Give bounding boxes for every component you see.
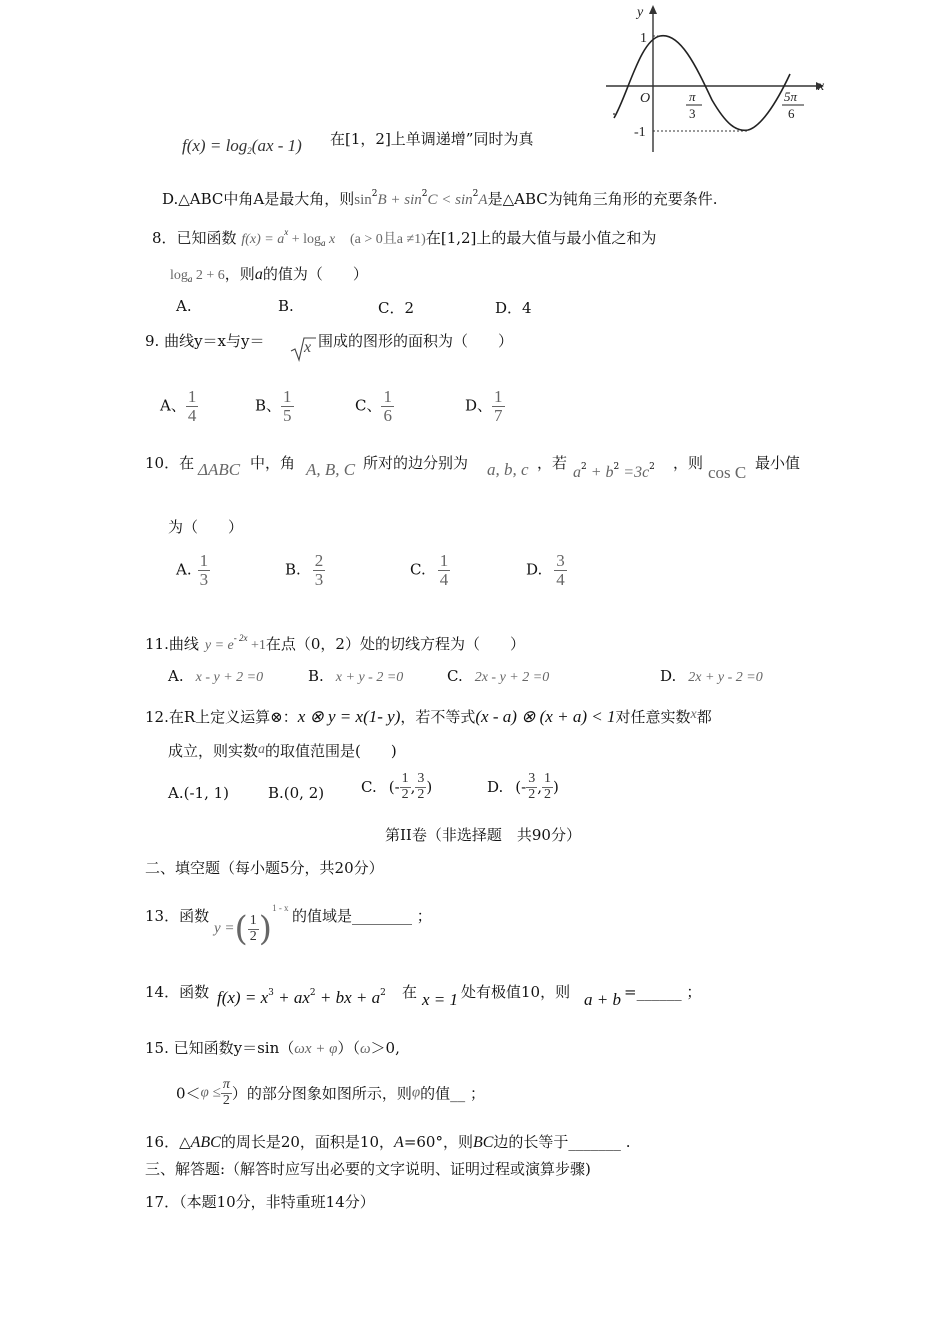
q7-d-suffix: 是△ABC为钝角三角形的充要条件. bbox=[487, 190, 718, 208]
denominator: 2 bbox=[543, 786, 551, 802]
q12-t1: ，若不等式 bbox=[400, 708, 476, 726]
denominator: 2 bbox=[249, 928, 257, 944]
q11-lead: 11.曲线 bbox=[145, 635, 199, 653]
section3-heading: 三、解答题:（解答时应写出必要的文字说明、证明过程或演算步骤) bbox=[145, 1160, 591, 1178]
y-axis-arrow-icon bbox=[649, 5, 657, 14]
q12-opt-c-label: C. bbox=[361, 778, 377, 797]
denominator: 4 bbox=[187, 405, 197, 425]
q7-d-sup1: 2 bbox=[371, 189, 378, 199]
numerator: 1 bbox=[439, 551, 449, 570]
q12-t2: 对任意实数 bbox=[615, 708, 691, 726]
q10-t3: ，若 bbox=[537, 454, 568, 472]
q14-sup3: 3 bbox=[268, 988, 274, 998]
q8-lead: 8．已知函数 bbox=[152, 229, 237, 247]
q7-d-sup2: 2 bbox=[421, 189, 428, 199]
q14-lead: 14．函数 bbox=[145, 983, 210, 1001]
y-min-label: -1 bbox=[634, 125, 646, 140]
q12-line2b: 的取值范围是( ) bbox=[265, 742, 397, 760]
q16-bc: BC bbox=[472, 1134, 494, 1151]
q15-l2c: 的值__ ； bbox=[420, 1084, 485, 1103]
numerator: 1 bbox=[187, 387, 197, 406]
fraction bbox=[221, 1078, 232, 1108]
q8-math1: f(x) = a bbox=[241, 232, 285, 247]
fraction bbox=[542, 772, 553, 802]
q9-line bbox=[145, 330, 265, 351]
tick-pi3-num: π bbox=[689, 89, 696, 104]
q8-math2-sub: a bbox=[321, 238, 326, 248]
q15-lead: 15. 已知函数y＝sin（ bbox=[145, 1039, 295, 1057]
q11-option-d[interactable] bbox=[660, 667, 763, 686]
fraction bbox=[186, 388, 199, 425]
q8-line1 bbox=[152, 227, 656, 248]
q11-opt-c-label: C. bbox=[447, 667, 463, 685]
q12-opt-d-label: D. bbox=[487, 778, 504, 797]
q10-opt-b-label: B. bbox=[285, 560, 301, 579]
q14-sup2b: 2 bbox=[380, 988, 386, 998]
q14-fx1: f(x) = x bbox=[217, 988, 269, 1007]
fraction bbox=[198, 552, 211, 589]
q11-opt-d-label: D. bbox=[660, 667, 677, 685]
q9-opt-a-label: A、 bbox=[160, 396, 186, 415]
q12-def: x ⊗ y = x(1- y) bbox=[297, 707, 401, 726]
fraction bbox=[554, 552, 567, 589]
tick-5pi6-den: 6 bbox=[788, 106, 795, 121]
numerator: 3 bbox=[556, 551, 565, 570]
numerator: 1 bbox=[543, 771, 551, 786]
q12-t3: 都 bbox=[696, 708, 712, 726]
q16-line bbox=[145, 1131, 630, 1152]
denominator: 5 bbox=[283, 405, 292, 425]
q8-math1-sup: x bbox=[284, 227, 289, 237]
q7-option-d bbox=[162, 188, 718, 209]
denominator: 3 bbox=[314, 569, 324, 589]
q8-l2-tail: 的值为（ ） bbox=[262, 265, 368, 283]
q14-t2: 处有极值10，则 bbox=[461, 983, 571, 1001]
q10-sides: a, b, c bbox=[487, 460, 529, 479]
q13-formula bbox=[214, 903, 289, 949]
denominator: 7 bbox=[494, 405, 503, 425]
q15-w: ω bbox=[359, 1041, 371, 1057]
q7-d-prefix: D.△ABC中角A是最大角，则 bbox=[162, 190, 355, 208]
q9-option-d[interactable] bbox=[465, 388, 505, 425]
q16-text1: 16．△ bbox=[145, 1133, 191, 1151]
q11-option-a[interactable] bbox=[168, 667, 263, 686]
fraction bbox=[313, 552, 326, 589]
q9-opt-c-label: C、 bbox=[355, 396, 382, 415]
q7-fx-arg: (ax - 1) bbox=[251, 136, 302, 155]
q8-option-a[interactable]: A. bbox=[176, 297, 192, 315]
q12-lead: 12.在R上定义运算⊗： bbox=[145, 708, 298, 726]
q13-tail: 的值域是________ ； bbox=[292, 907, 432, 925]
q9-opt-b-label: B、 bbox=[255, 396, 282, 415]
section2-heading: 二、填空题（每小题5分，共20分） bbox=[145, 859, 384, 877]
q10-option-b[interactable] bbox=[285, 552, 325, 589]
fraction bbox=[415, 772, 426, 802]
q10-option-c[interactable] bbox=[410, 552, 450, 589]
q12-x: x bbox=[690, 707, 697, 722]
q13-sup: 1 - x bbox=[272, 903, 289, 913]
q14-fx bbox=[217, 988, 386, 1008]
section2-title: 第II卷（非选择题 共90分） bbox=[385, 826, 581, 844]
q10-eq-sup1: 2 bbox=[581, 462, 587, 472]
q9-option-b[interactable] bbox=[255, 388, 294, 425]
numerator: 2 bbox=[314, 551, 324, 570]
q10-opt-d-label: D. bbox=[526, 560, 543, 579]
q13-y: y = bbox=[214, 920, 235, 937]
q15-line2 bbox=[176, 1078, 485, 1108]
q16-a: A bbox=[394, 1134, 404, 1151]
q8-l2-math2: 2 + 6 bbox=[192, 268, 225, 283]
denominator: 3 bbox=[199, 569, 209, 589]
q10-eq-sup2: 2 bbox=[613, 462, 620, 472]
q12-option-d[interactable] bbox=[487, 772, 559, 802]
q11-opt-c-eq: 2x - y + 2 =0 bbox=[474, 670, 550, 685]
q13-lead: 13．函数 bbox=[145, 907, 210, 925]
q12-opt-d-sep: , bbox=[537, 778, 542, 797]
q14-fx2: + ax bbox=[273, 988, 310, 1007]
q11-tail: 在点（0，2）处的切线方程为（ ） bbox=[265, 635, 525, 653]
x-axis-label: x bbox=[818, 79, 825, 94]
q16-text2: 的周长是20，面积是10， bbox=[220, 1133, 395, 1151]
q8-l2-math: log bbox=[170, 268, 188, 283]
origin-label: O bbox=[640, 91, 651, 106]
q7-d-math3: C < sin bbox=[427, 192, 473, 208]
q11-opt-d-eq: 2x + y - 2 =0 bbox=[688, 670, 763, 685]
denominator: 2 bbox=[417, 786, 425, 802]
q7-line bbox=[182, 136, 302, 156]
q10-cos: cos C bbox=[708, 463, 747, 482]
q9-option-a[interactable] bbox=[160, 388, 198, 425]
numerator: 1 bbox=[401, 771, 409, 786]
q12-opt-d-open: (- bbox=[515, 778, 527, 797]
q14-x1: x = 1 bbox=[422, 990, 459, 1009]
q15-t2: ＞0, bbox=[370, 1039, 400, 1057]
q10-abc: A, B, C bbox=[306, 460, 356, 479]
q11-option-b[interactable] bbox=[308, 667, 403, 686]
q11-curve2: +1 bbox=[247, 638, 266, 653]
q8-l2-sub: a bbox=[187, 274, 193, 284]
denominator: 2 bbox=[528, 786, 536, 802]
fraction bbox=[438, 552, 451, 589]
q10-t4: ，则 bbox=[673, 454, 704, 472]
y-max-label: 1 bbox=[640, 31, 647, 46]
q8-tail: 在[1,2]上的最大值与最小值之和为 bbox=[425, 229, 657, 247]
tick-5pi6-num: 5π bbox=[784, 89, 798, 104]
q14-fx3: + bx + a bbox=[315, 988, 381, 1007]
q12-opt-c-sep: , bbox=[410, 778, 416, 797]
q11-opt-a-label: A. bbox=[168, 667, 184, 685]
q12-line2 bbox=[168, 740, 397, 761]
q8-option-c[interactable]: C．2 bbox=[378, 299, 415, 317]
q9-option-c[interactable] bbox=[355, 388, 394, 425]
q9-sqrt-x: x bbox=[304, 339, 312, 356]
left-paren-icon: ( bbox=[234, 909, 248, 949]
y-axis-label: y bbox=[637, 5, 644, 20]
q8-math2: + log bbox=[288, 232, 321, 247]
q15-t1: ）（ bbox=[337, 1039, 360, 1057]
q10-eq-a: a bbox=[573, 464, 581, 481]
q10-option-a[interactable] bbox=[176, 552, 210, 589]
fraction bbox=[281, 388, 294, 425]
numerator: 3 bbox=[528, 771, 536, 786]
q11-curve-sup: - 2x bbox=[233, 633, 248, 643]
q10-eq bbox=[573, 462, 655, 482]
numerator: 3 bbox=[417, 771, 425, 786]
q11-opt-a-eq: x - y + 2 =0 bbox=[195, 670, 264, 685]
denominator: 2 bbox=[222, 1092, 230, 1108]
q17-text: 17．（本题10分，非特重班14分） bbox=[145, 1193, 375, 1211]
denominator: 6 bbox=[383, 405, 392, 425]
q12-option-b[interactable]: B.(0, 2) bbox=[268, 784, 325, 802]
fraction bbox=[400, 772, 411, 802]
q15-arg: ωx + φ bbox=[294, 1041, 338, 1057]
q14-t3: =______ ； bbox=[624, 983, 702, 1001]
sqrt-sign-icon bbox=[290, 336, 316, 362]
q15-line1 bbox=[145, 1037, 400, 1058]
q11-option-c[interactable] bbox=[447, 667, 549, 686]
numerator: 1 bbox=[383, 387, 392, 406]
q7-fx-sub: 2 bbox=[247, 146, 252, 156]
q15-l2b: ）的部分图象如图所示，则 bbox=[231, 1084, 412, 1103]
q8-option-d[interactable]: D．4 bbox=[495, 299, 532, 317]
numerator: 1 bbox=[199, 551, 209, 570]
q10-opt-a-label: A. bbox=[176, 560, 192, 579]
q12-opt-c-close: ) bbox=[426, 778, 433, 797]
q12-opt-d-close: ) bbox=[552, 778, 559, 797]
q16-text3: =60°，则 bbox=[403, 1133, 473, 1151]
fraction bbox=[492, 388, 505, 425]
q16-abc: ABC bbox=[190, 1134, 221, 1151]
q10-option-d[interactable] bbox=[526, 552, 567, 589]
q9-opt-d-label: D、 bbox=[465, 396, 493, 415]
q10-t1: 中，角 bbox=[250, 454, 296, 472]
denominator: 4 bbox=[439, 569, 449, 589]
numerator: 1 bbox=[249, 912, 257, 928]
q8-l2-a: a bbox=[254, 266, 263, 283]
q11-curve: y = e bbox=[204, 638, 234, 653]
q15-l2a: 0＜ bbox=[176, 1084, 201, 1103]
numerator: 1 bbox=[494, 387, 503, 406]
q12-line2a: 成立，则实数 bbox=[168, 742, 259, 760]
q8-math3: x bbox=[325, 232, 336, 247]
speck-dot bbox=[613, 113, 615, 115]
q8-l2-text: ，则 bbox=[224, 265, 255, 283]
q10-t2: 所对的边分别为 bbox=[363, 454, 469, 472]
q11-line bbox=[145, 633, 525, 654]
q10-eq-c: =3c bbox=[619, 464, 650, 481]
sine-graph bbox=[600, 0, 830, 160]
fraction bbox=[381, 388, 394, 425]
q12-line1 bbox=[145, 706, 712, 727]
q10-opt-c-label: C. bbox=[410, 560, 426, 579]
numerator: 1 bbox=[283, 387, 292, 406]
q7-fx: f(x) = log bbox=[182, 136, 248, 155]
q12-option-c[interactable] bbox=[361, 772, 432, 802]
fraction bbox=[248, 914, 259, 944]
q12-a: a bbox=[258, 742, 266, 757]
q7-d-math4: A bbox=[478, 192, 488, 208]
q14-sup2a: 2 bbox=[309, 988, 316, 998]
q7-tail: 在[1，2]上单调递增”同时为真 bbox=[330, 130, 534, 148]
q15-phi: φ ≤ bbox=[200, 1084, 221, 1101]
q15-phi2: φ bbox=[411, 1084, 421, 1101]
q12-option-a[interactable]: A.(-1, 1) bbox=[168, 784, 229, 802]
q10-t5: 最小值 bbox=[755, 454, 801, 472]
denominator: 4 bbox=[556, 569, 565, 589]
q14-t1: 在 bbox=[402, 983, 418, 1001]
q7-d-math2: B + sin bbox=[377, 192, 422, 208]
q9-lead: 9. 曲线y＝x与y＝ bbox=[145, 332, 265, 350]
q10-lead: 10．在 bbox=[145, 454, 195, 472]
q8-option-b[interactable]: B. bbox=[278, 297, 294, 315]
sine-curve bbox=[614, 36, 790, 131]
q10-line2: 为（ ） bbox=[168, 518, 244, 536]
right-paren-icon: ) bbox=[258, 909, 273, 949]
q10-tri: ΔABC bbox=[198, 460, 241, 479]
q7-d-math1: sin bbox=[354, 192, 372, 208]
q12-ineq: (x - a) ⊗ (x + a) < 1 bbox=[475, 707, 616, 726]
fraction bbox=[526, 772, 537, 802]
q8-cond: (a > 0且a ≠1) bbox=[350, 232, 426, 247]
q11-opt-b-label: B. bbox=[308, 667, 324, 685]
q16-text4: 边的长等于_______ . bbox=[493, 1133, 631, 1151]
q12-opt-c-open: (- bbox=[388, 778, 400, 797]
q10-eq-sup3: 2 bbox=[649, 462, 655, 472]
q7-d-sup3: 2 bbox=[472, 189, 479, 199]
q11-opt-b-eq: x + y - 2 =0 bbox=[335, 670, 404, 685]
q8-line2 bbox=[170, 263, 368, 284]
q9-tail: 围成的图形的面积为（ ） bbox=[318, 332, 514, 350]
q10-eq-b: + b bbox=[586, 464, 614, 481]
denominator: 2 bbox=[401, 786, 409, 802]
tick-pi3-den: 3 bbox=[689, 106, 696, 121]
numerator: π bbox=[222, 1077, 230, 1092]
q14-ab: a + b bbox=[584, 990, 621, 1009]
